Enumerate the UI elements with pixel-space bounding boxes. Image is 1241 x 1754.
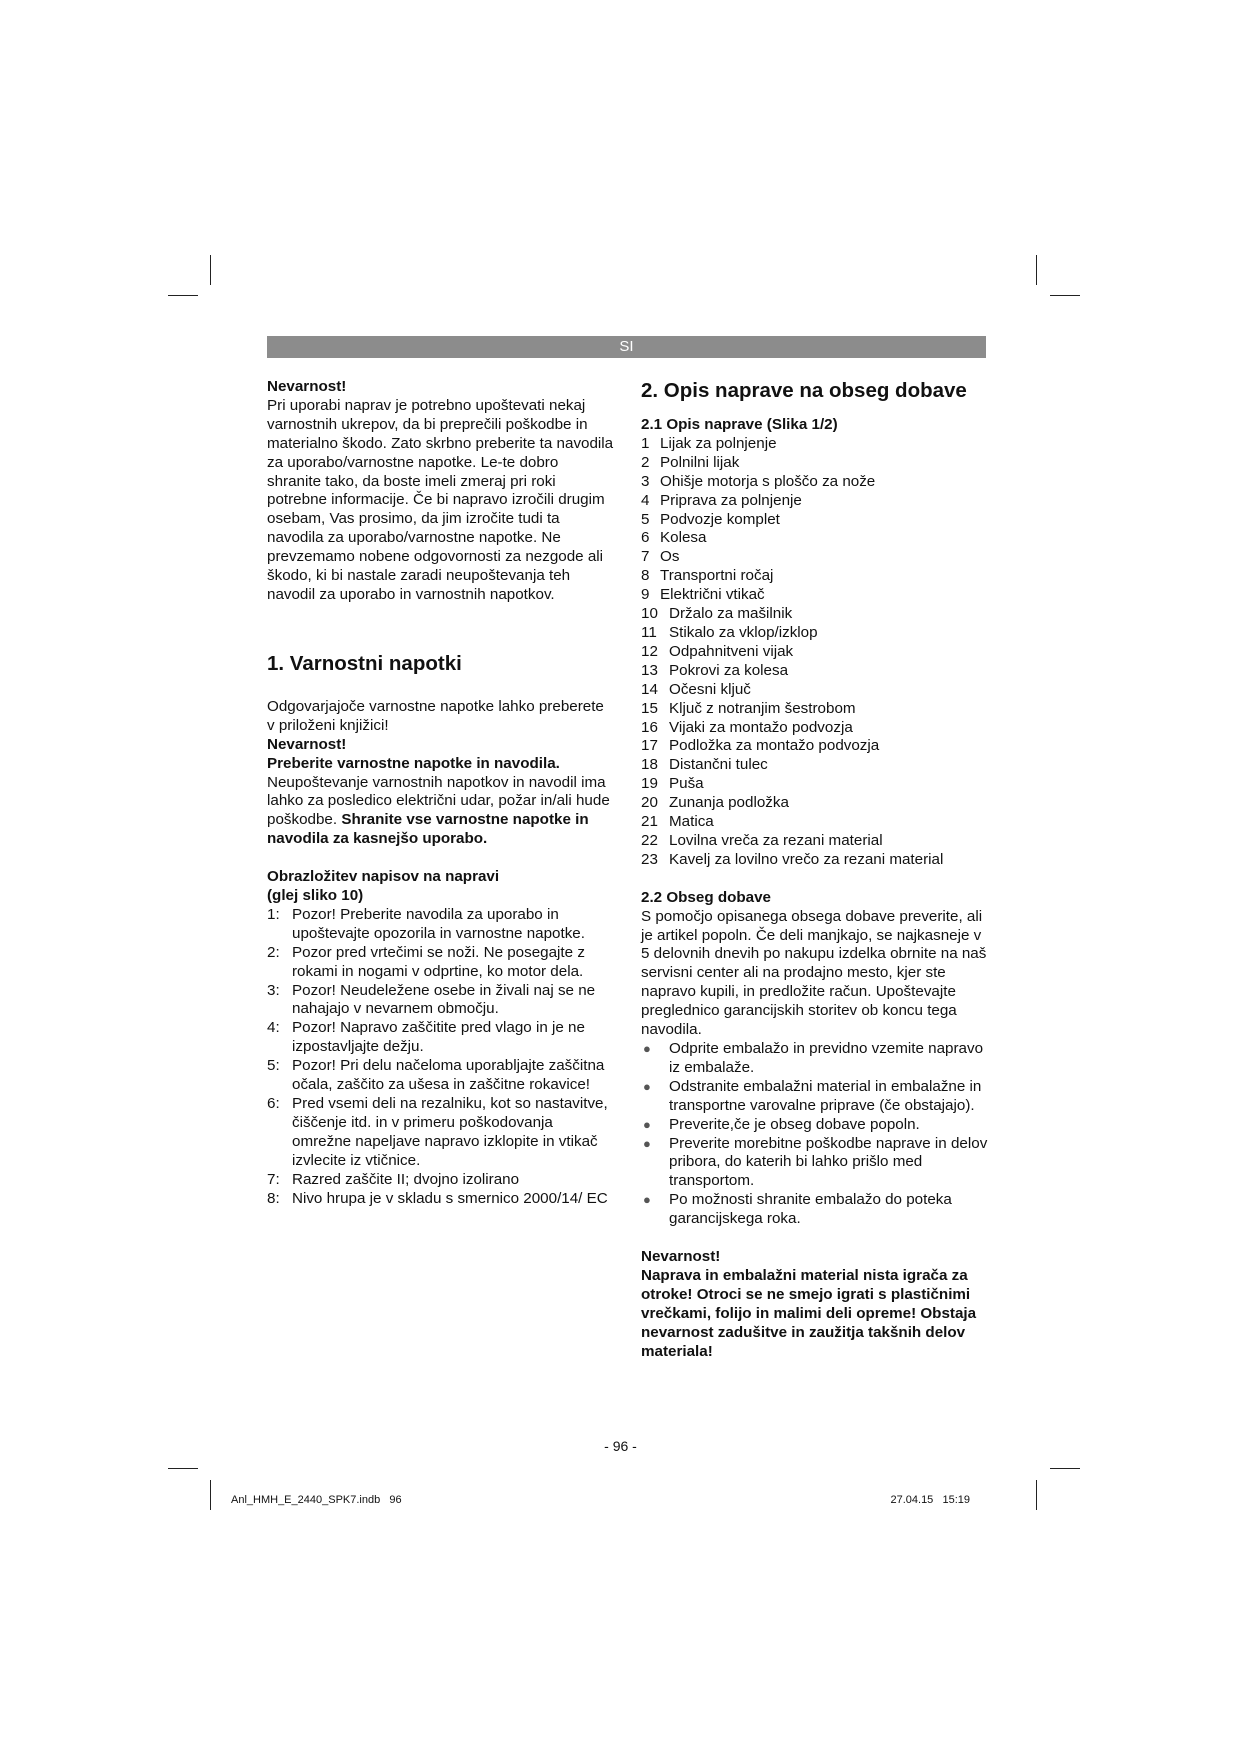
sub2-title: 2.2 Obseg dobave [641,888,771,906]
part-number: 21 [641,813,658,831]
label-text: Pozor pred vrtečimi se noži. Ne posegajte z rokami in nogami v odprtine, ko motor dela. [292,943,585,980]
label-text: Pozor! Pri delu načeloma uporabljajte zaščitna očala, zaščito za ušesa in zaščitne rokavice! [292,1057,605,1094]
language-code: SI [619,338,634,355]
part-item [641,529,991,548]
part-number: 23 [641,850,658,868]
label-number: 4: [267,1019,280,1037]
checklist-item [641,1078,991,1116]
part-name: Držalo za mašilnik [669,605,793,623]
part-item [641,473,991,492]
part-name: Kolesa [660,529,707,547]
footer-date: 27.04.15 15:19 [890,1494,970,1506]
crop-mark-bottom-left-horizontal [168,1468,198,1469]
part-name: Podvozje komplet [660,510,780,528]
part-item [641,492,991,511]
checklist-text: Odprite embalažo in previdno vzemite napravo iz embalaže. [669,1040,984,1076]
label-number: 1: [267,905,280,923]
part-name: Zunanja podložka [669,794,789,812]
label-number: 5: [267,1057,280,1075]
part-item [641,662,991,681]
label-item [267,906,615,944]
label-number: 8: [267,1189,280,1207]
language-header-bar [267,336,986,358]
section1-title: 1. Varnostni napotki [267,651,462,675]
warning2-paragraph [267,774,615,850]
labels-list [267,906,615,1209]
part-item [641,605,991,624]
part-item [641,737,991,756]
label-item [267,1019,615,1057]
label-item [267,1190,615,1209]
part-number: 14 [641,680,658,698]
part-number: 17 [641,737,658,755]
part-item [641,700,991,719]
part-number: 11 [641,623,657,641]
crop-mark-top-right-horizontal [1050,295,1080,296]
part-name: Kavelj za lovilno vrečo za rezani material [669,850,944,868]
part-number: 16 [641,718,658,736]
sub1-title: 2.1 Opis naprave (Slika 1/2) [641,416,838,433]
label-item [267,1057,615,1095]
label-number: 3: [267,981,280,999]
part-item [641,775,991,794]
checklist-text: Odstranite embalažni material in embalažne in transportne varovalne priprave (če obstajajo). [669,1077,982,1114]
part-number: 2 [641,453,650,471]
labels-title: Obrazložitev napisov na napravi [267,868,500,886]
part-name: Stikalo za vklop/izklop [669,623,818,641]
label-item [267,1171,615,1190]
part-name: Polnilni lijak [660,453,740,471]
checklist-item [641,1135,991,1192]
part-number: 18 [641,756,658,774]
checklist-text: Po možnosti shranite embalažo do poteka garancijskega roka. [669,1191,952,1228]
labels-subtitle: (glej sliko 10) [267,887,364,905]
part-number: 22 [641,831,658,849]
part-item [641,586,991,605]
part-name: Očesni ključ [669,680,751,698]
label-text: Pozor! Preberite navodila za uporabo in upoštevajte opozorila in varnostne napotke. [292,905,585,942]
part-number: 13 [641,661,658,679]
warning3-title: Nevarnost! [641,1248,721,1266]
footer-file-name: Anl_HMH_E_2440_SPK7.indb 96 [231,1494,402,1506]
checklist-text: Preverite morebitne poškodbe naprave in delov pribora, do katerih bi lahko prišlo med transportom. [669,1134,988,1190]
part-number: 19 [641,775,658,793]
part-item [641,851,991,870]
warning2-title: Nevarnost! [267,735,347,753]
part-item [641,681,991,700]
part-name: Ključ z notranjim šestrobom [669,699,856,717]
part-item [641,454,991,473]
label-text: Pred vsemi deli na rezalniku, kot so nastavitve, čiščenje itd. in v primeru poškodovanja omrežne napeljave napravo izklopite in vtikač izvlecite iz vtičnice. [292,1095,608,1169]
part-item [641,567,991,586]
part-number: 1 [641,434,650,452]
warning3-text: Naprava in embalažni material nista igrača za otroke! Otroci se ne smejo igrati s plastičnimi vrečkami, folijo in malimi deli opreme! Obstaja nevarnost zadušitve in zaužitja takšnih delov materiala! [641,1266,977,1360]
warning1-text: Pri uporabi naprav je potrebno upoštevati nekaj varnostnih ukrepov, da bi preprečili poškodbe in materialno škodo. Zato skrbno preberite ta navodila za uporabo/varnostne napotke. Le-te dobro shranite tako, da boste imeli zmeraj pri roki potrebne informacije. Če bi napravo izročili drugim osebam, Vas prosimo, da jim izročite tudi ta navodila za uporabo/varnostne napotke. Ne prevzemamo nobene odgovornosti za nezgode ali škodo, ki bi nastale zaradi neupoštevanja teh navodil za uporabo in varnostnih napotkov. [267,396,614,603]
part-name: Transportni ročaj [660,567,774,585]
label-text: Pozor! Napravo zaščitite pred vlago in je ne izpostavljajte dežju. [292,1019,585,1056]
warning2-text: Neupoštevanje varnostnih napotkov in navodil ima lahko za posledico električni udar, požar in/ali hude poškodbe. [267,773,610,829]
part-item [641,548,991,567]
label-number: 6: [267,1095,280,1112]
part-item [641,643,991,662]
label-number: 2: [267,943,280,961]
checklist-item [641,1040,991,1078]
crop-mark-bottom-right-horizontal [1050,1468,1080,1469]
part-name: Pokrovi za kolesa [669,661,789,679]
part-number: 10 [641,605,658,623]
part-name: Električni vtikač [660,586,765,604]
part-item [641,719,991,738]
part-name: Os [660,548,680,566]
left-column [267,378,615,1208]
warning2-bold2: Shranite vse varnostne napotke in navodila za kasnejšo uporabo. [267,811,589,848]
bullet-icon: ● [643,1041,651,1056]
bullet-icon: ● [643,1135,651,1151]
bullet-icon: ● [643,1192,651,1208]
checklist-text: Preverite,če je obseg dobave popoln. [669,1115,920,1133]
part-number: 20 [641,794,658,812]
sub2-text: S pomočjo opisanega obsega dobave preverite, ali je artikel popoln. Če deli manjkajo, se najkasneje v 5 delovnih dnevih po nakupu izdelka obrnite na naš servisni center ali na prodajno mesto, kjer ste napravo kupili, in predložite račun. Upoštevajte preglednico garancijskih storitev ob koncu tega navodila. [641,907,987,1039]
part-number: 6 [641,529,650,547]
checklist [641,1040,991,1229]
part-item [641,511,991,530]
checklist-item [641,1116,991,1135]
part-number: 15 [641,699,658,717]
right-column [641,378,991,1362]
part-number: 12 [641,642,658,660]
part-number: 3 [641,472,650,490]
part-name: Distančni tulec [669,756,768,774]
section1-intro: Odgovarjajoče varnostne napotke lahko preberete v priloženi knjižici! [267,697,604,734]
label-text: Nivo hrupa je v skladu s smernico 2000/14/ EC [292,1189,608,1207]
page-number: - 96 - [604,1438,637,1454]
label-number: 7: [267,1170,280,1188]
crop-mark-top-left-horizontal [168,295,198,296]
crop-mark-bottom-left-vertical [210,1480,211,1510]
part-name: Odpahnitveni vijak [669,642,794,660]
part-item [641,794,991,813]
part-item [641,832,991,851]
crop-mark-top-right-vertical [1036,255,1037,285]
part-name: Ohišje motorja s ploščo za nože [660,472,876,490]
part-number: 5 [641,510,650,528]
part-name: Lovilna vreča za rezani material [669,831,883,849]
warning2-bold: Preberite varnostne napotke in navodila. [267,754,560,772]
label-item [267,982,615,1020]
part-number: 8 [641,567,650,585]
part-number: 9 [641,586,650,604]
label-item [267,944,615,982]
part-number: 4 [641,491,650,509]
parts-list [641,435,991,870]
part-item [641,813,991,832]
crop-mark-bottom-right-vertical [1036,1480,1037,1510]
part-name: Lijak za polnjenje [660,434,777,452]
bullet-icon: ● [643,1116,651,1132]
part-name: Matica [669,813,714,831]
label-item [267,1095,615,1171]
part-name: Vijaki za montažo podvozja [669,718,853,736]
part-item [641,435,991,454]
part-name: Puša [669,775,704,793]
part-item [641,756,991,775]
crop-mark-top-left-vertical [210,255,211,285]
label-text: Pozor! Neudeležene osebe in živali naj se ne nahajajo v nevarnem območju. [292,981,596,1018]
part-name: Podložka za montažo podvozja [669,737,880,755]
bullet-icon: ● [643,1078,651,1094]
section2-title: 2. Opis naprave na obseg dobave [641,379,967,402]
warning1-title: Nevarnost! [267,378,347,395]
part-item [641,624,991,643]
label-text: Razred zaščite II; dvojno izolirano [292,1170,520,1188]
checklist-item [641,1191,991,1229]
part-name: Priprava za polnjenje [660,491,802,509]
part-number: 7 [641,548,650,566]
